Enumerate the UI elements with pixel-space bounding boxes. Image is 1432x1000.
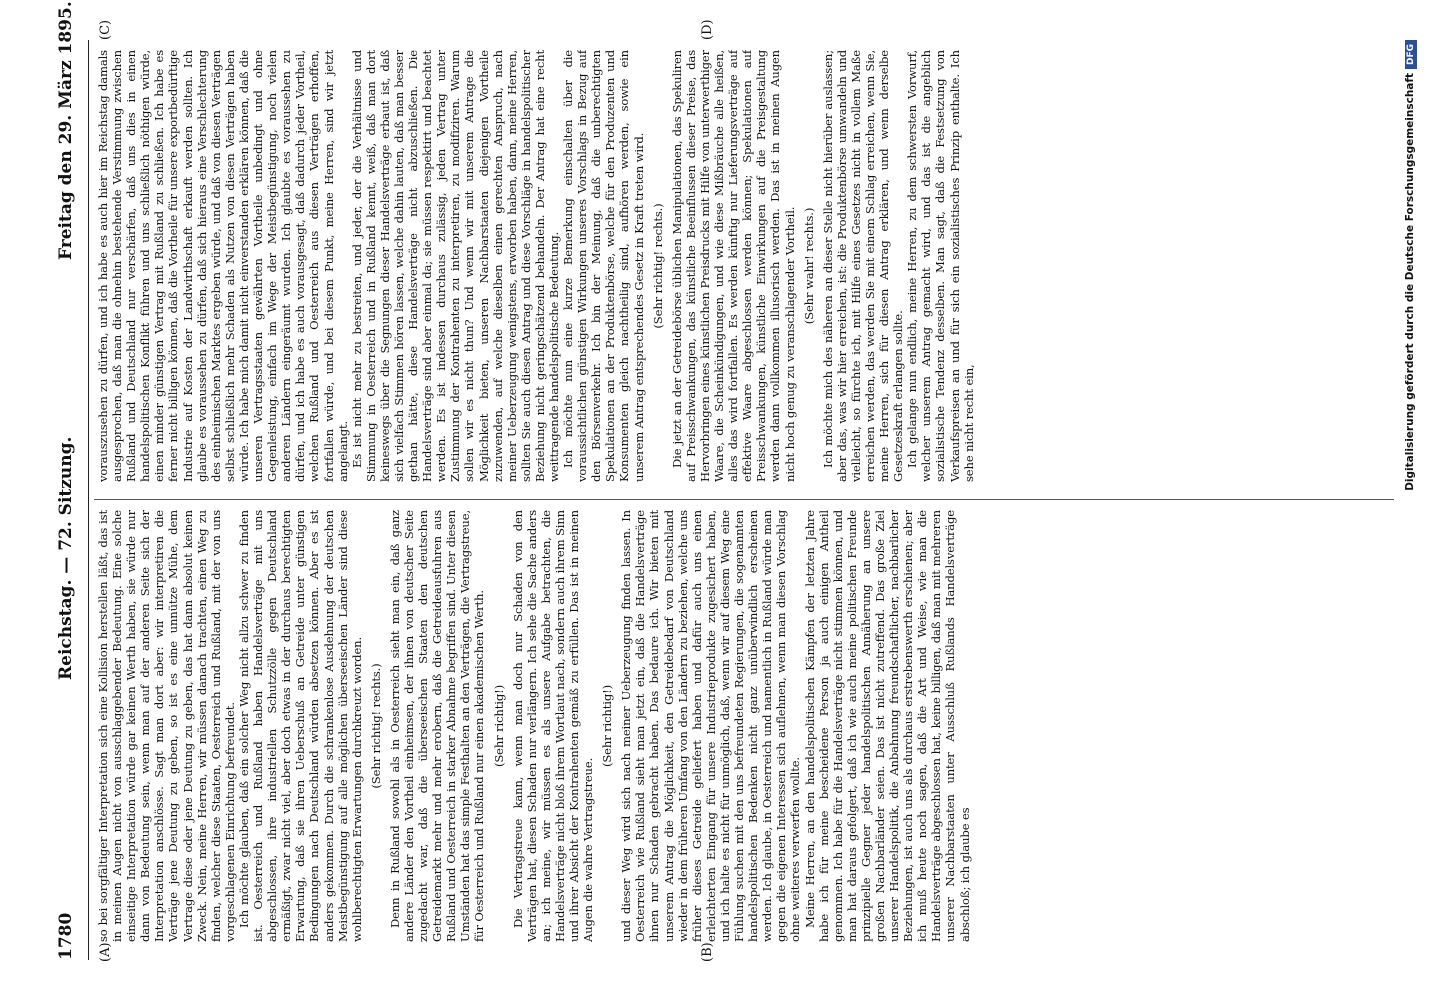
- digitization-text: Digitalisierung gefördert durch die Deutsche Forschungsgemeinschaft: [1404, 73, 1416, 491]
- left-paragraph-3: Denn in Rußland sowohl als in Oesterreich sieht man ein, daß ganz andere Länder den Vortheil einheimsen, der ihnen von deutscher Seite zugedacht war, daß die überseeischen Staaten den deutschen Getreidemarkt mehr und mehr erobern, daß die Getreideausfuhren aus Rußland und Oesterreich in starker Abnahme begriffen sind. Unter diesen Umständen hat das simple Festhalten an den Verträgen, die Vertragstreue, für Oesterreich und Rußland nur einen akademischen Werth.: [387, 510, 487, 942]
- left-paragraph-2: Ich möchte glauben, daß ein solcher Weg nicht allzu schwer zu finden ist. Oesterreich und Rußland haben Handelsverträge mit uns abgeschlossen, ihre industriellen Schutzzölle gegen Deutschland ermäßigt, zwar nicht viel, aber doch etwas in der durchaus berechtigten Erwartung, daß sie ihren Ueberschuß an Getreide unter günstigen Bedingungen nach Deutschland würden absetzen können. Aber es ist anders gekommen. Durch die schrankenlose Ausdehnung der deutschen Meistbegünstigung auf alle möglichen überseeischen Länder sind diese wohlberechtigten Erwartungen durchkreuzt worden.: [236, 510, 364, 942]
- left-interjection-2: (Sehr richtig!): [491, 685, 506, 767]
- left-interjection-3: (Sehr richtig!): [600, 685, 615, 767]
- marker-d: (D): [700, 19, 715, 40]
- left-paragraph-4: Die Vertragstreue kann, wenn man doch nur Schaden von den Verträgen hat, diesen Schaden nur verlängern. Ich sehe die Sache anders an; ich meine, wir müssen es als unsere Aufgabe betrachten, die Handelsverträge nicht bloß ihrem Wortlaut nach, sondern auch ihrem Sinn und ihrer Absicht der Kontrahenten gemäß zu erfüllen. Das ist in meinen Augen die wahre Vertragstreue.: [510, 510, 596, 942]
- left-paragraph-6: Meine Herren, an den handelspolitischen Kämpfen der letzten Jahre habe ich für meine bescheidene Person ja auch einigen Antheil genommen. Ich habe für die Handelsverträge nicht stimmen können, und man hat daraus gefolgert, daß ich wie auch meine politischen Freunde prinzipielle Gegner jeder handelspolitischen Annäherung an unsere großen Nachbarländer seien. Das ist nicht zutreffend. Das große Ziel unserer Handelspolitik, die Anbahnung freundschaftlicher, nachbarlicher Beziehungen, ist auch uns als durchaus erstrebenswerth erschienen; aber ich muß heute noch sagen, daß die Art und Weise, wie man die Handelsverträge abgeschlossen hat, keine billigen, daß man mit mehreren unserer Nachbarstaaten unter Ausschluß Rußlands Handelsverträge abschloß; ich glaube es: [802, 510, 972, 942]
- right-paragraph-1: vorauszusehen zu dürfen, und ich habe es auch hier im Reichstag damals ausgesprochen, daß man die ohnehin bestehende Verstimmung zwischen Rußland und Deutschland nur verschärfen, daß uns dies in einen handelspolitischen Konflikt führen und uns schließlich nöthigen würde, einen minder günstigen Vertrag mit Rußland zu schließen. Ich habe es ferner nicht billigen können, daß die Vortheile für unsere exportbedürftige Industrie auf Kosten der Landwirthschaft erkauft werden sollten. Ich glaube es voraussehen zu dürfen, daß sich hieraus eine Verschlechterung des einheimischen Marktes ergeben würde, und daß von diesen Verträgen selbst schließlich mehr Schaden als Nutzen von diesen Verträgen haben würde. Ich habe mich damit nicht einverstanden erklären können, daß die unseren Vertragsstaaten gewährten Vortheile unbedingt und ohne Gegenleistung, einfach im Wege der Meistbegünstigung, noch vielen anderen Ländern eingeräumt wurden. Ich glaubte es voraussehen zu dürfen, und ich habe es auch vorausgesagt, daß dadurch jeder Vortheil, welchen Rußland und Oesterreich aus diesen Verträgen erhoffen, fortfallen würde, und bei diesem Punkt, meine Herren, sind wir jetzt angelangt.: [96, 50, 350, 482]
- page-number: 1780: [56, 912, 76, 960]
- marker-b: (B): [700, 942, 715, 962]
- dfg-logo: DFG: [1405, 40, 1417, 69]
- right-paragraph-2: Es ist nicht mehr zu bestreiten, und jeder, der die Verhältnisse und Stimmung in Oesterreich und in Rußland kennt, weiß, daß man dort keineswegs über die Segnungen dieser Handelsverträge erbaut ist, daß sich vielfach Stimmen hören lassen, welche dahin lauten, daß man besser gethan hätte, diese Handelsverträge nicht abzuschließen. Die Handelsverträge sind aber einmal da; sie müssen respektirt und beachtet werden. Es ist indessen durchaus zulässig, jeden Vertrag unter Zustimmung der Kontrahenten zu interpretiren, zu modifiziren. Warum sollen wir es nicht thun? Und wenn wir mit unserem Antrage die Möglichkeit bieten, unseren Nachbarstaaten diejenigen Vortheile zuzuwenden, auf welche dieselben einen gerechten Anspruch, nach meiner Ueberzeugung wenigstens, erworben haben, dann, meine Herren, sollten Sie auch diesen Antrag und diese Vorschläge in handelspolitischer Beziehung nicht geringschätzend behandeln. Der Antrag hat eine recht weittragende handelspolitische Bedeutung.: [349, 50, 561, 482]
- left-paragraph-1: so bei sorgfältiger Interpretation sich eine Kollision herstellen läßt, das ist in meinen Augen nicht von ausschlaggebender Bedeutung. Eine solche einseitige Interpretation würde gar keinen Werth haben, sie würde nur dann von Bedeutung sein, wenn man auf der anderen Seite sich der Interpretation anschlösse. Sagt man dort aber: wir interpretiren die Verträge jene Deutung zu geben, so ist es eine unnütze Mühe, dem Vertrage diese oder jene Deutung zu geben, das hat dann absolut keinen Zweck. Nein, meine Herren, wir müssen danach trachten, einen Weg zu finden, welcher diese Staaten, Oesterreich und Rußland, mit der von uns vorgeschlagenen Einrichtung befreundet.: [96, 510, 237, 942]
- right-paragraph-6: Ich gelange nun endlich, meine Herren, zu dem schwersten Vorwurf, welcher unserem Antrag gemacht wird, und das ist die angeblich sozialistische Tendenz desselben. Man sagt, daß die Festsetzung von Verkaufspreisen an und für sich ein sozialistisches Prinzip enthalte. Ich sehe nicht recht ein,: [905, 50, 976, 482]
- digitization-note: [1404, 40, 1417, 960]
- session-title: Reichstag. — 72. Sitzung.: [56, 436, 76, 680]
- session-date: Freitag den 29. März 1895.: [56, 1, 76, 260]
- right-paragraph-5: Ich möchte mich des näheren an dieser Stelle nicht hierüber auslassen; aber das, was wir hier erreichen, ist: die Produktenbörse umwandeln und vielleicht, so fürchte ich, mit Hilfe eines Gesetzes nicht in vollem Maße erreichen werden, das werden Sie mit einem Schlag erreichen, wenn Sie, meine Herren, sich für diesen Antrag erklären, und wenn derselbe Gesetzeskraft erlangen sollte.: [820, 50, 906, 482]
- left-paragraph-5: und dieser Weg wird sich nach meiner Ueberzeugung finden lassen. In Oesterreich wie Rußland sieht man jetzt ein, daß die Handelsverträge ihnen nur Schaden gebracht haben. Das bedaure ich. Wir bieten mit unserem Antrag die Möglichkeit, den Getreidebedarf von Deutschland wieder in dem früheren Umfang von den Ländern zu beziehen, welche uns früher dieses Getreide geliefert haben und dafür auch uns einen erleichterten Eingang für unsere Industrieprodukte zugesichert haben, und ich halte es nicht für unmöglich, daß, wenn wir auf diesem Weg eine Fühlung suchen mit den uns befreundeten Regierungen, die sogenannten handelspolitischen Bedenken nicht ganz unüberwindlich erscheinen werden. Ich glaube, in Oesterreich und namentlich in Rußland würde man gegen die eigenen Interessen sich auflehnen, wenn man diesen Vorschlag ohne weiteres verwerfen wollte.: [619, 510, 803, 942]
- left-interjection-1: (Sehr richtig! rechts.): [368, 663, 383, 789]
- right-paragraph-3: Ich möchte nun eine kurze Bemerkung einschalten über die voraussichtlichen günstigen Wirkungen unseres Vorschlags in Bezug auf den Börsenverkehr. Ich bin der Meinung, daß die unberechtigten Spekulationen an der Produktenbörse, welche für den Produzenten und Konsumenten gleich nachtheilig sind, aufhören werden, sowie ein unserem Antrag entsprechendes Gesetz in Kraft treten wird.: [561, 50, 646, 482]
- right-interjection-1: (Sehr richtig! rechts.): [650, 203, 665, 329]
- marker-c: (C): [98, 19, 113, 40]
- right-interjection-2: (Sehr wahr! rechts.): [801, 207, 816, 325]
- right-paragraph-4: Die jetzt an der Getreidebörse üblichen Manipulationen, das Spekuliren auf Preisschwankungen, das künstliche Beeinflussen dieser Preise, das Hervorbringen eines künstlichen Preisdrucks mit Hilfe von unterwerthiger Waare, die Scheinkündigungen, und wie diese Mißbräuche alle heißen, alles das wird fortfallen. Es werden künftig nur Lieferungsverträge auf effektive Waare abgeschlossen werden können; Spekulationen auf Preisschwankungen, künstliche Einwirkungen auf die Preisgestaltung werden dann vollkommen illusorisch werden. Das ist in meinen Augen nicht hoch genug zu veranschlagender Vortheil.: [669, 50, 797, 482]
- marker-a: (A): [98, 942, 113, 962]
